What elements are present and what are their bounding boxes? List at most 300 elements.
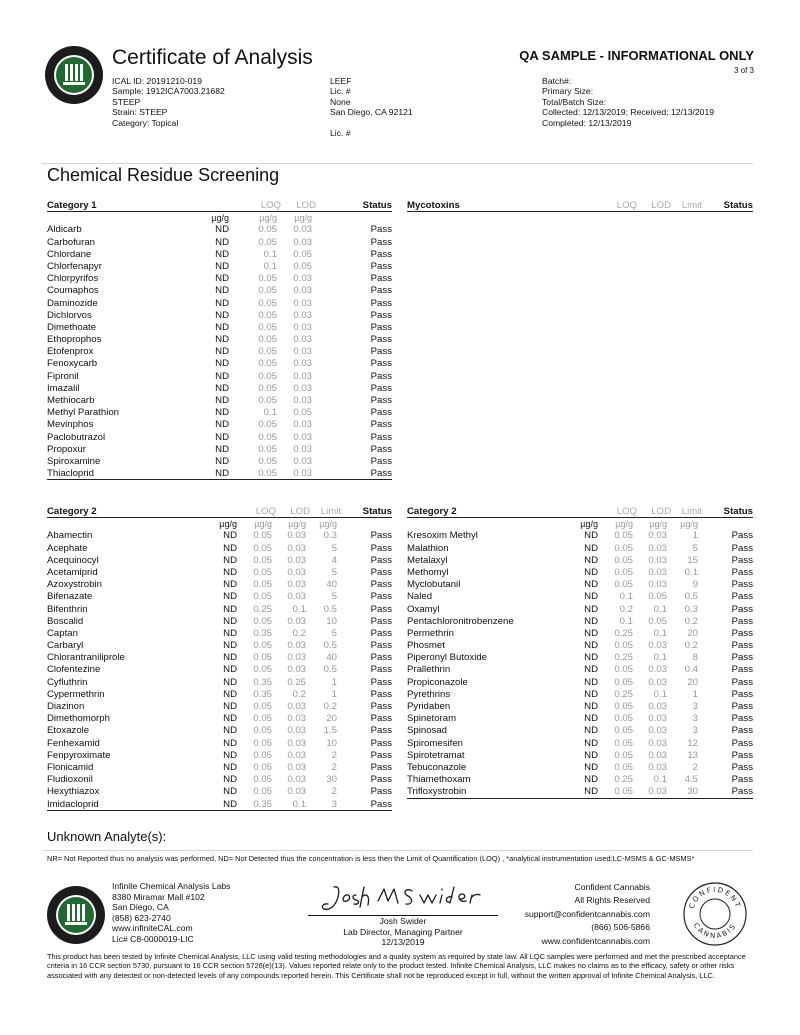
limit-value: 8 — [692, 652, 698, 664]
analyte-name: Spiroxamine — [47, 455, 101, 467]
analyte-row — [47, 604, 392, 616]
analyte-name: Acetamiprid — [47, 566, 98, 578]
analyte-row — [407, 664, 753, 676]
analyte-name: Oxamyl — [407, 603, 440, 615]
result-value: ND — [223, 774, 237, 786]
loq-value: 0.35 — [253, 676, 272, 688]
lod-value: 0.03 — [287, 725, 306, 737]
limit-header: Limit — [681, 506, 702, 517]
status-value: Pass — [731, 554, 753, 566]
result-value: ND — [215, 370, 229, 382]
status-value: Pass — [370, 370, 392, 382]
loq-value: 0.1 — [263, 407, 277, 419]
limit-value: 1 — [331, 676, 337, 688]
status-value: Pass — [370, 688, 392, 700]
analyte-name: Coumaphos — [47, 285, 99, 297]
loq-unit-label: µg/g — [615, 519, 633, 530]
analyte-name: Propiconazole — [407, 676, 468, 688]
result-value: ND — [223, 786, 237, 798]
lod-value: 0.03 — [287, 640, 306, 652]
lod-value: 0.03 — [287, 774, 306, 786]
loq-value: 0.05 — [253, 542, 272, 554]
batch-info-line: Completed: 12/13/2019 — [542, 117, 632, 128]
table-title: Mycotoxins — [407, 200, 460, 211]
svg-text:CANNABIS: CANNABIS — [691, 921, 739, 941]
lod-value: 0.03 — [648, 725, 667, 737]
status-value: Pass — [370, 309, 392, 321]
sample-info-line: STEEP — [112, 96, 141, 107]
analyte-row — [407, 725, 753, 737]
result-value: ND — [223, 615, 237, 627]
status-value: Pass — [370, 321, 392, 333]
limit-value: 0.4 — [684, 664, 698, 676]
analyte-row — [407, 555, 753, 567]
analyte-row — [407, 530, 753, 542]
analyte-row — [47, 543, 392, 555]
lab-info — [112, 881, 230, 945]
analyte-name: Aldicarb — [47, 224, 82, 236]
analyte-row — [47, 224, 392, 236]
lod-value: 0.03 — [648, 554, 667, 566]
loq-value: 0.25 — [614, 627, 633, 639]
loq-value: 0.25 — [614, 688, 633, 700]
status-value: Pass — [731, 688, 753, 700]
lab-info-line: www.infiniteCAL.com — [112, 923, 193, 934]
analyte-row — [47, 419, 392, 431]
result-value: ND — [223, 688, 237, 700]
analyte-name: Captan — [47, 627, 78, 639]
status-value: Pass — [731, 713, 753, 725]
result-value: ND — [215, 455, 229, 467]
result-value: ND — [223, 701, 237, 712]
loq-value: 0.05 — [253, 774, 272, 786]
status-value: Pass — [370, 786, 392, 798]
limit-value: 20 — [687, 627, 698, 639]
result-value: ND — [584, 603, 598, 615]
limit-value: 1 — [692, 688, 698, 700]
analyte-name: Myclobutanil — [407, 579, 461, 591]
analyte-row — [407, 567, 753, 579]
confident-cannabis-logo-icon — [682, 881, 748, 947]
unknown-analytes-title: Unknown Analyte(s): — [47, 829, 167, 844]
batch-info-line: Collected: 12/13/2019; Received: 12/13/2019 — [542, 107, 715, 118]
result-value: ND — [223, 627, 237, 639]
loq-value: 0.05 — [253, 615, 272, 627]
status-value: Pass — [370, 603, 392, 615]
lod-value: 0.03 — [287, 530, 306, 542]
partner-info — [525, 881, 650, 948]
result-value: ND — [584, 542, 598, 554]
status-value: Pass — [731, 664, 753, 676]
lod-value: 0.03 — [293, 431, 312, 443]
status-value: Pass — [370, 798, 392, 810]
status-value: Pass — [731, 542, 753, 554]
lab-info-line: (858) 623-2740 — [112, 912, 171, 923]
analyte-row — [47, 383, 392, 395]
analyte-name: Spirotetramat — [407, 749, 465, 761]
analyte-name: Paclobutrazol — [47, 431, 106, 443]
result-value: ND — [215, 382, 229, 394]
result-value: ND — [584, 688, 598, 700]
status-value: Pass — [731, 652, 753, 664]
analyte-row — [47, 358, 392, 370]
loq-value: 0.05 — [258, 297, 277, 309]
signer-line: Lab Director, Managing Partner — [343, 926, 463, 937]
loq-value: 0.35 — [253, 627, 272, 639]
result-value: ND — [584, 579, 598, 591]
status-value: Pass — [731, 786, 753, 798]
client-info-line: None — [330, 96, 351, 107]
limit-value: 4.5 — [684, 774, 698, 786]
client-info-line: Lic. # — [330, 86, 351, 97]
result-value: ND — [223, 579, 237, 591]
status-header: Status — [723, 200, 753, 211]
analyte-name: Hexythiazox — [47, 786, 100, 798]
result-value: ND — [223, 640, 237, 652]
result-value: ND — [223, 652, 237, 664]
analyte-row — [47, 261, 392, 273]
result-value: ND — [223, 713, 237, 725]
analyte-name: Kresoxim Methyl — [407, 530, 478, 542]
analyte-row — [47, 652, 392, 664]
analyte-name: Phosmet — [407, 640, 445, 652]
partner-info-line: www.confidentcannabis.com — [541, 935, 650, 946]
analyte-row — [47, 395, 392, 407]
status-value: Pass — [370, 542, 392, 554]
loq-value: 0.05 — [614, 640, 633, 652]
result-value: ND — [215, 297, 229, 309]
units-row — [47, 212, 392, 224]
unit-label: µg/g — [580, 519, 598, 530]
result-value: ND — [223, 591, 237, 603]
lod-unit-label: µg/g — [649, 519, 667, 530]
loq-value: 0.05 — [614, 725, 633, 737]
analyte-row — [407, 750, 753, 762]
svg-text:CONFIDENT: CONFIDENT — [687, 885, 743, 910]
lod-value: 0.03 — [287, 786, 306, 798]
analyte-name: Fenhexamid — [47, 737, 100, 749]
analyte-name: Etoxazole — [47, 725, 90, 737]
status-value: Pass — [370, 395, 392, 406]
result-value: ND — [215, 468, 229, 480]
lod-value: 0.03 — [648, 737, 667, 749]
disclaimer: This product has been tested by Infinite Chemical Analysis, LLC using valid testing methodologies and a quality system as required by state law. All LQC samples were performed and met the prescribed acceptance criteria in 16 CCR section 5730, pursuant to 16 CCR section 5726(e)(13). Values reported relate only to the product tested. Infinite Chemical Analysis, LLC makes no claims as to the efficacy, safety or other risks associated with any detected or non-detected levels of any compounds reported herein. This Certificate shall not be reproduced except in full, without the written approval of Infinite Chemical Analysis, LLC. — [47, 952, 746, 980]
status-value: Pass — [731, 701, 753, 712]
lod-value: 0.1 — [653, 688, 667, 700]
sample-info-line: Strain: STEEP — [112, 107, 168, 118]
loq-value: 0.35 — [253, 688, 272, 700]
analyte-row — [47, 334, 392, 346]
result-value: ND — [584, 676, 598, 688]
loq-value: 0.1 — [619, 591, 633, 603]
status-value: Pass — [731, 530, 753, 542]
result-value: ND — [215, 358, 229, 370]
analyte-name: Pyridaben — [407, 701, 451, 712]
loq-value: 0.05 — [253, 725, 272, 737]
loq-value: 0.05 — [614, 530, 633, 542]
lod-value: 0.03 — [293, 358, 312, 370]
limit-value: 10 — [326, 737, 337, 749]
status-value: Pass — [731, 627, 753, 639]
loq-value: 0.05 — [253, 749, 272, 761]
loq-value: 0.05 — [614, 737, 633, 749]
lod-value: 0.1 — [653, 774, 667, 786]
status-value: Pass — [370, 224, 392, 236]
loq-value: 0.05 — [253, 530, 272, 542]
lod-value: 0.2 — [292, 688, 306, 700]
limit-value: 0.3 — [684, 603, 698, 615]
status-value: Pass — [731, 761, 753, 773]
result-value: ND — [584, 566, 598, 578]
lod-value: 0.03 — [287, 664, 306, 676]
lab-info-line: Lic# C8-0000019-LIC — [112, 933, 194, 944]
analyte-row — [47, 298, 392, 310]
result-value: ND — [215, 321, 229, 333]
loq-value: 0.25 — [614, 774, 633, 786]
analyte-row — [407, 701, 753, 713]
analyte-name: Carbofuran — [47, 236, 95, 248]
lod-value: 0.03 — [287, 737, 306, 749]
analyte-name: Cypermethrin — [47, 688, 105, 700]
analyte-name: Fipronil — [47, 370, 79, 382]
result-value: ND — [584, 786, 598, 798]
analyte-row — [407, 640, 753, 652]
lod-value: 0.03 — [648, 713, 667, 725]
loq-unit-label: µg/g — [254, 519, 272, 530]
lod-header: LOD — [296, 200, 316, 211]
status-value: Pass — [370, 468, 392, 480]
result-value: ND — [223, 761, 237, 773]
status-value: Pass — [731, 566, 753, 578]
status-value: Pass — [370, 382, 392, 394]
limit-value: 15 — [687, 554, 698, 566]
analyte-row — [407, 689, 753, 701]
status-header: Status — [723, 506, 753, 517]
signer-line: Josh Swider — [379, 916, 427, 926]
limit-value: 5 — [331, 542, 337, 554]
loq-value: 0.05 — [258, 358, 277, 370]
result-value: ND — [584, 591, 598, 603]
partner-info-line: All Rights Reserved — [574, 895, 650, 906]
analyte-row — [47, 591, 392, 603]
loq-value: 0.05 — [258, 468, 277, 480]
lod-value: 0.03 — [648, 786, 667, 798]
limit-value: 0.5 — [323, 603, 337, 615]
lod-value: 0.1 — [292, 603, 306, 615]
result-value: ND — [584, 554, 598, 566]
loq-value: 0.05 — [614, 786, 633, 798]
analyte-name: Carbaryl — [47, 640, 84, 652]
limit-value: 0.2 — [684, 640, 698, 652]
lod-value: 0.03 — [293, 395, 312, 406]
table-header-row — [47, 506, 392, 518]
result-value: ND — [215, 419, 229, 431]
limit-value: 40 — [326, 579, 337, 591]
status-value: Pass — [731, 774, 753, 786]
loq-value: 0.05 — [614, 566, 633, 578]
limit-value: 0.5 — [323, 664, 337, 676]
loq-value: 0.05 — [258, 334, 277, 346]
loq-value: 0.05 — [614, 701, 633, 712]
loq-value: 0.05 — [258, 455, 277, 467]
analyte-name: Methyl Parathion — [47, 407, 119, 419]
analyte-name: Piperonyl Butoxide — [407, 652, 487, 664]
table-title: Category 1 — [47, 200, 97, 211]
sample-info-line: Category: Topical — [112, 117, 179, 128]
result-value: ND — [223, 737, 237, 749]
status-value: Pass — [370, 358, 392, 370]
status-value: Pass — [370, 260, 392, 272]
limit-value: 4 — [331, 554, 337, 566]
loq-value: 0.35 — [253, 798, 272, 810]
status-value: Pass — [370, 554, 392, 566]
status-value: Pass — [370, 713, 392, 725]
loq-value: 0.1 — [263, 260, 277, 272]
loq-value: 0.05 — [253, 579, 272, 591]
analyte-row — [407, 591, 753, 603]
lod-value: 0.03 — [293, 468, 312, 480]
loq-value: 0.05 — [253, 664, 272, 676]
lod-value: 0.03 — [648, 640, 667, 652]
lod-value: 0.03 — [287, 701, 306, 712]
analyte-row — [47, 616, 392, 628]
lod-value: 0.03 — [287, 761, 306, 773]
analyte-row — [47, 249, 392, 261]
analyte-row — [47, 456, 392, 468]
status-value: Pass — [370, 749, 392, 761]
lod-value: 0.1 — [653, 627, 667, 639]
analyte-name: Spinetoram — [407, 713, 457, 725]
result-value: ND — [215, 260, 229, 272]
limit-value: 5 — [331, 627, 337, 639]
result-value: ND — [223, 798, 237, 810]
loq-value: 0.05 — [258, 236, 277, 248]
loq-value: 0.05 — [253, 713, 272, 725]
status-value: Pass — [370, 579, 392, 591]
lab-info-line: San Diego, CA — [112, 902, 169, 913]
lod-value: 0.03 — [293, 334, 312, 346]
analyte-name: Fludioxonil — [47, 774, 93, 786]
loq-value: 0.05 — [258, 346, 277, 358]
lab-info-line: 8380 Miramar Mall #102 — [112, 891, 205, 902]
analyte-name: Chlorpyrifos — [47, 273, 99, 285]
table-header-row — [47, 200, 392, 212]
status-header: Status — [362, 200, 392, 211]
result-value: ND — [215, 407, 229, 419]
sample-info-line: Sample: 1912ICA7003.21682 — [112, 86, 225, 97]
analyte-row — [47, 346, 392, 358]
loq-value: 0.05 — [614, 713, 633, 725]
analyte-name: Daminozide — [47, 297, 98, 309]
analyte-row — [407, 616, 753, 628]
batch-info-line: Primary Size: — [542, 86, 594, 97]
lod-value: 0.03 — [648, 530, 667, 542]
status-value: Pass — [370, 455, 392, 467]
result-value: ND — [584, 774, 598, 786]
limit-value: 0.3 — [323, 530, 337, 542]
analyte-row — [47, 701, 392, 713]
status-value: Pass — [370, 701, 392, 712]
lod-value: 0.03 — [287, 652, 306, 664]
analyte-row — [47, 444, 392, 456]
lod-value: 0.1 — [292, 798, 306, 810]
analyte-row — [407, 762, 753, 774]
result-value: ND — [223, 749, 237, 761]
lod-value: 0.03 — [648, 566, 667, 578]
analyte-name: Dimethoate — [47, 321, 97, 333]
limit-unit-label: µg/g — [319, 519, 337, 530]
analyte-row — [407, 786, 753, 798]
footnote-divider — [42, 850, 753, 851]
result-value: ND — [215, 236, 229, 248]
loq-value: 0.05 — [614, 554, 633, 566]
lod-header: LOD — [651, 200, 671, 211]
status-value: Pass — [370, 248, 392, 260]
footer-block — [42, 881, 762, 951]
analyte-row — [47, 407, 392, 419]
analyte-row — [47, 799, 392, 811]
loq-value: 0.05 — [253, 554, 272, 566]
status-value: Pass — [731, 603, 753, 615]
status-value: Pass — [370, 761, 392, 773]
analyte-name: Chlordane — [47, 248, 92, 260]
lod-value: 0.03 — [293, 309, 312, 321]
analyte-name: Acephate — [47, 542, 88, 554]
analyte-row — [407, 774, 753, 786]
result-value: ND — [215, 273, 229, 285]
lod-value: 0.03 — [293, 443, 312, 455]
result-value: ND — [584, 713, 598, 725]
section-title: Chemical Residue Screening — [47, 165, 280, 185]
loq-value: 0.05 — [258, 382, 277, 394]
analyte-name: Boscalid — [47, 615, 84, 627]
analyte-row — [47, 432, 392, 444]
unit-label: µg/g — [211, 213, 229, 224]
analyte-name: Acequinocyl — [47, 554, 99, 566]
analyte-name: Clofentezine — [47, 664, 101, 676]
analyte-name: Fenpyroximate — [47, 749, 111, 761]
result-value: ND — [223, 542, 237, 554]
lab-seal-logo-icon — [46, 885, 106, 945]
status-value: Pass — [731, 579, 753, 591]
analyte-row — [407, 738, 753, 750]
partner-info-line: (866) 506-5866 — [591, 922, 650, 933]
status-value: Pass — [731, 591, 753, 603]
status-value: Pass — [370, 664, 392, 676]
analyte-name: Chlorantraniliprole — [47, 652, 125, 664]
loq-value: 0.05 — [253, 566, 272, 578]
analyte-name: Flonicamid — [47, 761, 94, 773]
analyte-name: Bifenthrin — [47, 603, 88, 615]
loq-value: 0.05 — [253, 786, 272, 798]
limit-value: 10 — [326, 615, 337, 627]
lod-value: 0.03 — [293, 370, 312, 382]
loq-value: 0.1 — [263, 248, 277, 260]
table-title: Category 2 — [407, 506, 457, 517]
result-value: ND — [215, 285, 229, 297]
analyte-name: Tebuconazole — [407, 761, 467, 773]
result-value: ND — [584, 701, 598, 712]
analyte-row — [407, 579, 753, 591]
lod-value: 0.25 — [287, 676, 306, 688]
analyte-row — [47, 677, 392, 689]
result-value: ND — [584, 749, 598, 761]
status-value: Pass — [370, 407, 392, 419]
analyte-row — [407, 628, 753, 640]
lod-value: 0.03 — [287, 566, 306, 578]
analyte-name: Etofenprox — [47, 346, 94, 358]
analyte-name: Thiamethoxam — [407, 774, 471, 786]
